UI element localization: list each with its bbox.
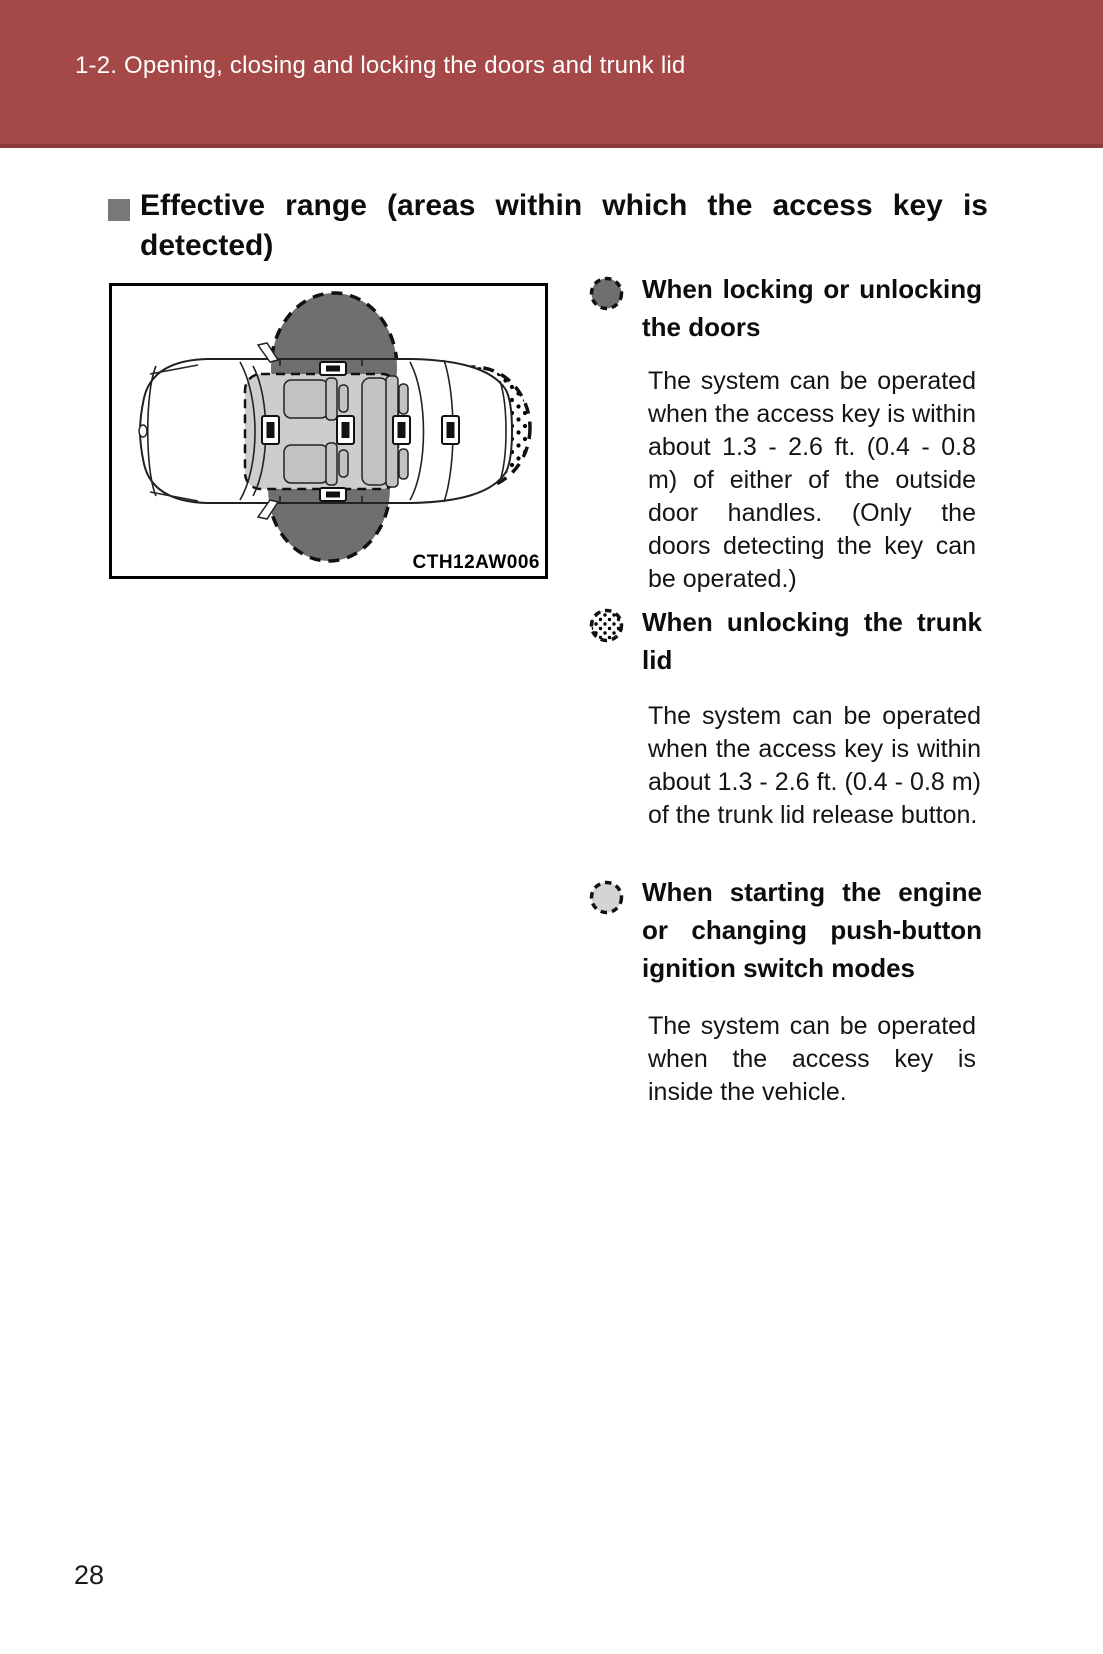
- item-title-engine: When starting the engine or changing push-button ignition switch modes: [642, 877, 982, 983]
- section-heading: Effective range (areas within which the access key is detected): [140, 189, 988, 262]
- front-emblem: [139, 425, 147, 437]
- item-body-doors: The system can be operated when the access key is within about 1.3 - 2.6 ft. (0.4 - 0.8 m) of either of the outside door handles. (Only the doors detecting the key can be operated.): [648, 367, 976, 593]
- item-body-trunk: The system can be operated when the access key is within about 1.3 - 2.6 ft. (0.4 - 0.8 m) of the trunk lid release button.: [648, 702, 981, 829]
- item-body-engine: The system can be operated when the access key is inside the vehicle.: [648, 1012, 976, 1106]
- figure-code: CTH12AW006: [412, 552, 540, 573]
- cabin-zone-legend-icon: [589, 880, 624, 915]
- page-number: 28: [74, 1560, 105, 1590]
- item-title-trunk: When unlocking the trunk lid: [642, 607, 982, 675]
- door-zone-legend-icon: [589, 276, 624, 311]
- trunk-zone-legend-icon: [589, 608, 624, 643]
- chapter-header-bar: [0, 0, 1103, 148]
- chapter-title: 1-2. Opening, closing and locking the doors and trunk lid: [75, 52, 686, 79]
- car-top-view-illustration: [112, 286, 545, 576]
- item-title-doors: When locking or unlocking the doors: [642, 274, 982, 342]
- detection-range-diagram: [109, 283, 548, 579]
- section-square-bullet-icon: [108, 199, 130, 221]
